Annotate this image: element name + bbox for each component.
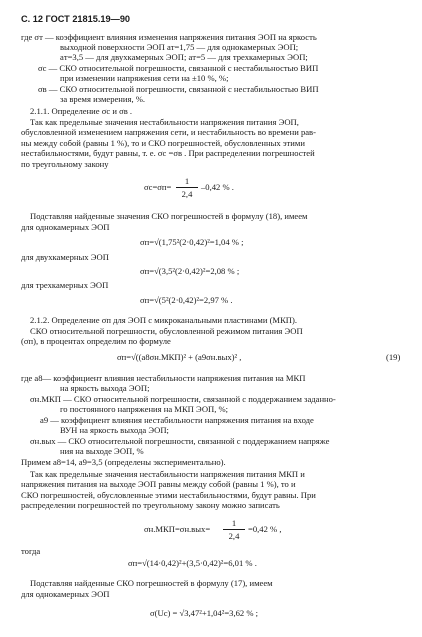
formula-2-right: =0,42 % , [248, 524, 282, 534]
formula-line: σп=√(3,5²(2·0,42)²=2,08 % ; [140, 266, 240, 276]
formula-2-left: σн.МКП=σн.вых= [144, 524, 211, 534]
text-line: Подставляя найденные СКО погрешностей в формулу (17), имеем [30, 578, 273, 588]
formula-line: σп=√(1,75²(2·0,42)²=1,04 % ; [140, 237, 244, 247]
text-line: Так как предельные значения нестабильности напряжения питания ЭОП, [30, 117, 299, 127]
text-line: aт=3,5 — для двухкамерных ЭОП; aт=5 — для трехкамерных ЭОП; [60, 52, 308, 62]
text-line: для однокамерных ЭОП [21, 222, 110, 232]
formula-line: σ(Uc) = √3,47²+1,04²=3,62 % ; [150, 608, 259, 618]
text-line: где a8— коэффициент влияния нестабильности напряжения питания на МКП [21, 373, 306, 383]
formula-2-denominator: 2,4 [228, 531, 240, 541]
page-header: С. 12 ГОСТ 21815.19—90 [21, 14, 131, 24]
text-line: нестабильностями, будут равны, т. е. σc =σв . При распределении погрешностей [21, 148, 315, 158]
text-line: σн.вых — СКО относительной погрешности, связанной с поддержанием напряже [30, 436, 330, 446]
formula-line: σп=√(5²(2·0,42)²=2,97 % . [140, 295, 233, 305]
text-line: при изменении напряжения сети на ±10 %, %; [60, 73, 229, 83]
text-line: где σт — коэффициент влияния изменения напряжения питания ЭОП на яркость [21, 32, 317, 42]
text-line: σc — СКО относительной погрешности, связанной с нестабильностью ВИП [38, 63, 319, 73]
text-line: σн.МКП — СКО относительной погрешности, связанной с поддержанием заданно- [30, 394, 336, 404]
text-line: СКО погрешностей, обусловленные этими нестабильностями, будут равны. При [21, 490, 316, 500]
formula-1-left: σc=σп= [144, 182, 172, 192]
formula-1-fraction [176, 176, 198, 199]
text-line: Подставляя найденные значения СКО погрешностей в формулу (18), имеем [30, 211, 308, 221]
text-line: обусловленной изменением напряжения сети, и нестабильность во времени рав- [21, 127, 316, 137]
text-line: σв — СКО относительной погрешности, связанной с нестабильностью ВИП [38, 84, 319, 94]
formula-2-numerator: 1 [231, 518, 237, 528]
text-line: для однокамерных ЭОП [21, 589, 110, 599]
text-line: для двухкамерных ЭОП [21, 252, 109, 262]
text-line: для трехкамерных ЭОП [21, 280, 109, 290]
text-line: на яркость выхода ЭОП; [60, 383, 150, 393]
formula-1-right: –0,42 % . [201, 182, 234, 192]
section-heading: 2.1.2. Определение σп для ЭОП с микроканальными пластинами (МКП). [30, 315, 298, 325]
text-line: распределении погрешностей по треугольному закону можно записать [21, 500, 280, 510]
text-line: по треугольному закону [21, 159, 109, 169]
text-line: ны между собой (равны 1 %), то и СКО погрешностей, обусловленных этими [21, 138, 305, 148]
text-line: Примем a8=14, a9=3,5 (определены экспериментально). [21, 457, 226, 467]
text-line: ния на выходе ЭОП, % [60, 446, 144, 456]
text-line: тогда [21, 546, 41, 556]
text-line: го постоянного напряжения на МКП ЭОП, %; [60, 404, 229, 414]
text-line: (σп), в процентах определим по формуле [21, 336, 171, 346]
formula-1-numerator: 1 [184, 176, 190, 186]
text-line: a9 — коэффициент влияния нестабильности напряжения питания на входе [40, 415, 314, 425]
formula-2-fraction [223, 518, 245, 541]
equation-number: (19) [386, 352, 401, 362]
text-line: Так как предельные значения нестабильности напряжения питания МКП и [30, 469, 305, 479]
section-heading: 2.1.1. Определение σc и σв . [30, 106, 133, 116]
formula-line: σп=√((a8σн.МКП)² + (a9σн.вых)² , [117, 352, 242, 362]
text-line: СКО относительной погрешности, обусловленной режимом питания ЭОП [30, 326, 303, 336]
formula-1-denominator: 2,4 [181, 189, 193, 199]
formula-line: σп=√(14·0,42)²+(3,5·0,42)²=6,01 % . [128, 558, 257, 568]
text-line: за время измерения, %. [60, 94, 146, 104]
text-line: ВУН на яркость выхода ЭОП; [60, 425, 169, 435]
text-line: напряжения питания на выходе ЭОП равны между собой (равны 1 %), то и [21, 479, 296, 489]
text-line: выходной поверхности ЭОП aт=1,75 — для однокамерных ЭОП; [60, 42, 299, 52]
